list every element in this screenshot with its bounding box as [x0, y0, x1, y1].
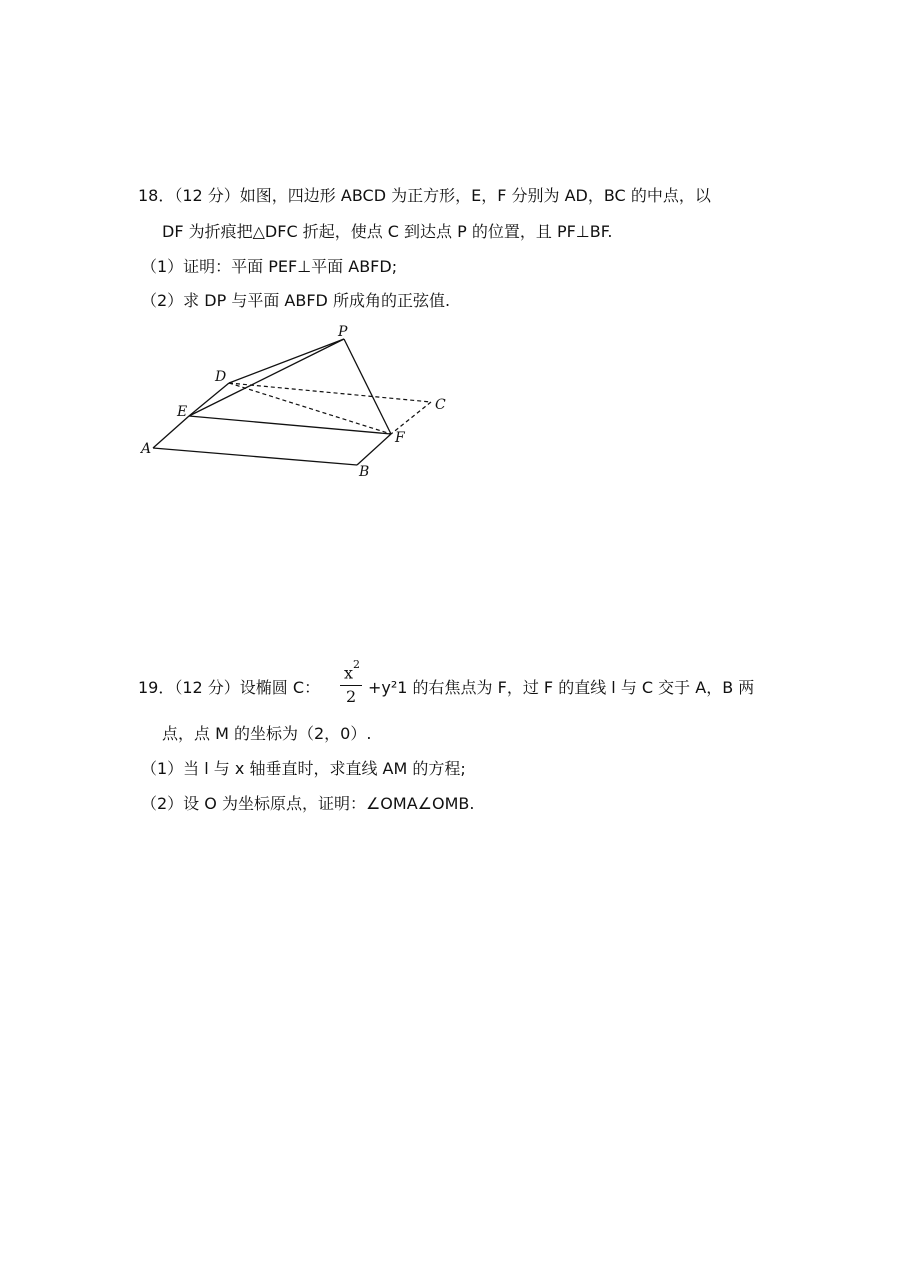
- edge-BF: [357, 434, 391, 465]
- edge-PF: [344, 339, 391, 434]
- q18-line2: DF 为折痕把△DFC 折起，使点 C 到达点 P 的位置，且 PF⊥BF.: [162, 222, 613, 241]
- q18-figure: [135, 322, 465, 482]
- q19-line1-prefix: 19．（12 分）设椭圆 C：: [138, 678, 321, 697]
- label-C: C: [435, 397, 446, 413]
- fraction-numerator: $x^2$: [344, 658, 361, 683]
- edge-EP: [189, 339, 344, 416]
- q18-line1: 18．（12 分）如图，四边形 ABCD 为正方形，E，F 分别为 AD，BC 的中点，以: [138, 186, 711, 205]
- edge-AB: [153, 448, 357, 465]
- fraction-denominator: 2: [346, 687, 357, 706]
- fraction-bar: [340, 685, 362, 686]
- label-D: D: [215, 369, 227, 385]
- label-F: F: [395, 430, 405, 446]
- label-P: P: [338, 324, 348, 340]
- edge-EF: [189, 416, 391, 434]
- q19-subquestion-2: （2）设 O 为坐标原点，证明：∠OMA∠OMB.: [141, 794, 475, 813]
- edge-AE: [153, 416, 189, 448]
- label-A: A: [141, 441, 152, 457]
- q19-subquestion-1: （1）当 l 与 x 轴垂直时，求直线 AM 的方程;: [141, 759, 466, 778]
- q18-subquestion-1: （1）证明：平面 PEF⊥平面 ABFD;: [141, 257, 398, 276]
- q19-line2: 点，点 M 的坐标为（2，0）.: [162, 724, 372, 743]
- q19-line1-suffix: +y²1 的右焦点为 F，过 F 的直线 l 与 C 交于 A，B 两: [368, 678, 755, 697]
- q18-subquestion-2: （2）求 DP 与平面 ABFD 所成角的正弦值.: [141, 291, 451, 310]
- label-E: E: [177, 404, 188, 420]
- edge-DP: [229, 339, 344, 383]
- label-B: B: [359, 464, 370, 480]
- ellipse-fraction: [338, 658, 366, 710]
